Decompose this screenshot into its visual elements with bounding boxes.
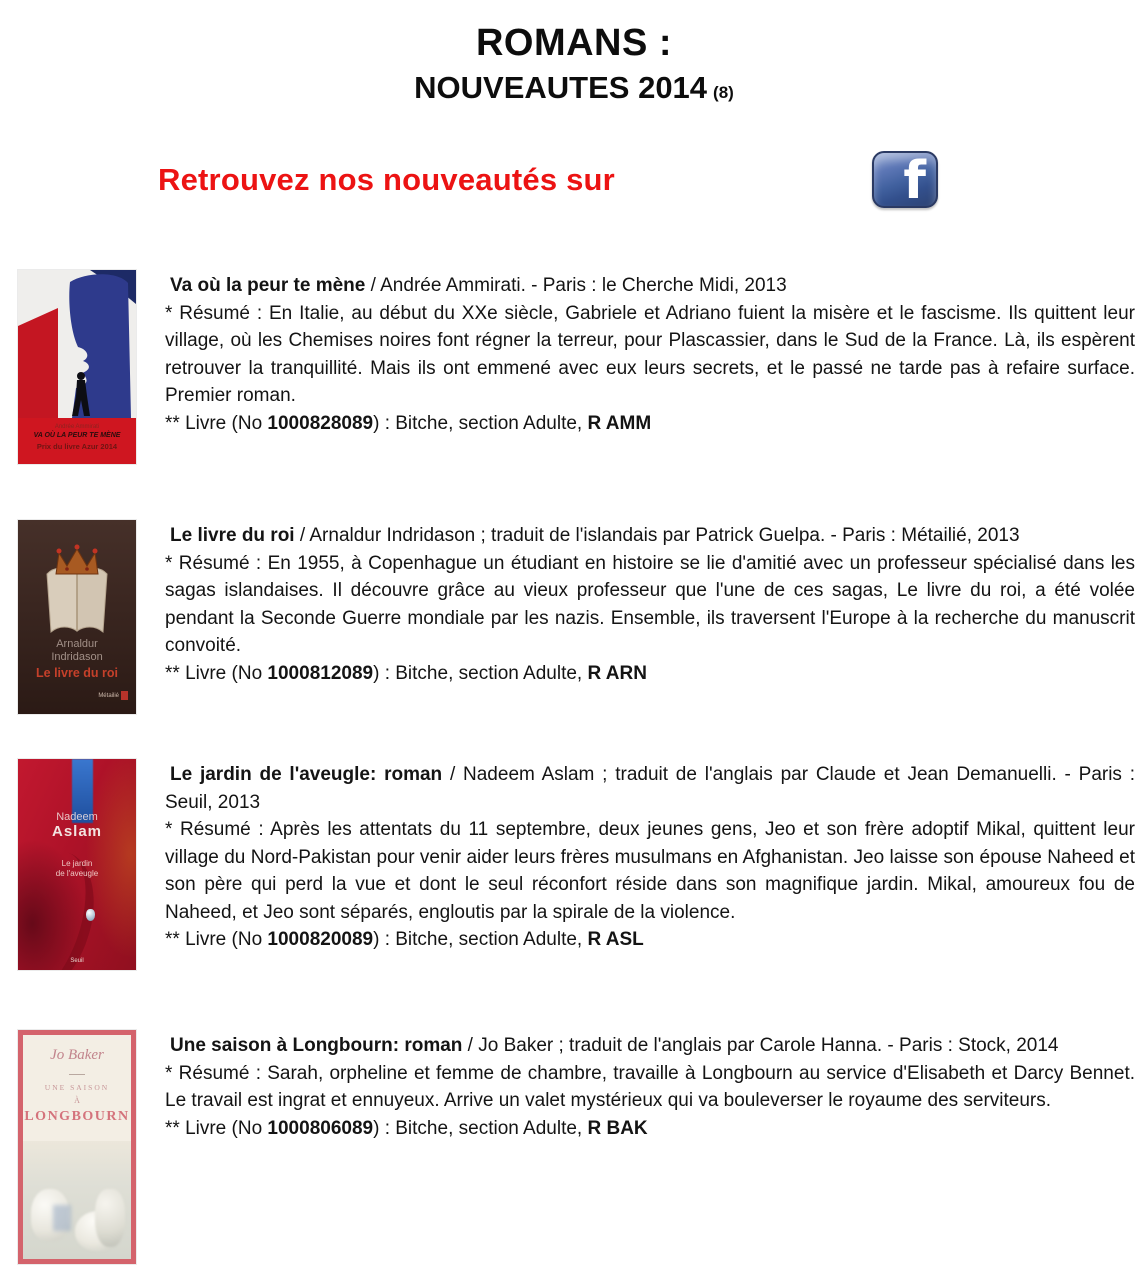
book-title: Le jardin de l'aveugle: roman: [170, 764, 443, 786]
book-resume: * Résumé : Sarah, orpheline et femme de chambre, travaille à Longbourn au service d'Elisabeth et Darcy Bennet. Le travail est ingrat et ennuyeux. Arrive un valet mystérieux qui va bouleverser le royaume des serviteurs.: [165, 1062, 1135, 1112]
call-number: R ASL: [587, 929, 644, 951]
holding-number: 1000820089: [267, 929, 374, 951]
cover-publisher-logo: [98, 691, 128, 700]
holding-middle: ) : Bitche, section Adulte,: [373, 929, 588, 951]
holding-prefix: ** Livre (No: [165, 1117, 268, 1139]
call-number: R AMM: [587, 412, 652, 434]
book-title: Le livre du roi: [170, 525, 295, 547]
cover-author: Jo Baker: [50, 1047, 104, 1064]
page-title: [0, 0, 1148, 105]
holding-number: 1000828089: [267, 412, 374, 434]
book-holding-line: [165, 660, 1135, 688]
book-title-line: [165, 522, 1135, 550]
cover-author-line1: Arnaldur: [56, 638, 98, 651]
publisher-mark-icon: [121, 691, 128, 700]
facebook-letter: f: [903, 151, 926, 209]
cover-art-icon: [18, 520, 136, 635]
holding-number: 1000806089: [267, 1117, 374, 1139]
book-entry-text: [165, 520, 1135, 714]
water-drop-icon: [86, 909, 95, 921]
book-entry: [18, 520, 1135, 714]
holding-middle: ) : Bitche, section Adulte,: [373, 412, 588, 434]
cover-title-line3: LONGBOURN: [24, 1109, 130, 1125]
book-title-line: [165, 1032, 1135, 1060]
book-resume: * Résumé : En 1955, à Copenhague un étudiant en histoire se lie d'amitié avec un professeur spécialisé dans les sagas islandaises. Il découvre grâce au vieux professeur que l'une de ces sagas, Le livre du roi, a été volée pendant la Seconde Guerre mondiale par les nazis. Ensemble, ils traversent l'Europe à la recherche du manuscrit convoité.: [165, 552, 1135, 657]
cover-author: [18, 811, 136, 840]
book-holding-line: [165, 1115, 1135, 1143]
book-resume: * Résumé : En Italie, au début du XXe siècle, Gabriele et Adriano fuient la misère et le fascisme. Ils quittent leur village, où les Chemises noires font régner la terreur, pour Plascassier, dans le Sud de la France. Là, ils espèrent retrouver la tranquillité. Mais ils ont emmené avec eux leurs secrets, et le passé ne tarde pas à refaire surface. Premier roman.: [165, 302, 1135, 407]
book-entry-text: [165, 759, 1135, 970]
cover-author-line2: Indridason: [51, 651, 103, 664]
jug-shape: [95, 1189, 125, 1247]
book-title-rest: / Andrée Ammirati. - Paris : le Cherche Midi, 2013: [365, 275, 787, 297]
cover-china-still-life: [23, 1141, 131, 1259]
holding-prefix: ** Livre (No: [165, 662, 268, 684]
cover-title-line1: Le jardin: [61, 859, 93, 869]
cover-title: Le livre du roi: [36, 666, 118, 681]
book-cover-va-ou-la-peur: [18, 270, 136, 464]
book-holding-line: [165, 926, 1135, 954]
call-number: R BAK: [587, 1117, 648, 1139]
book-holding-line: [165, 410, 1135, 438]
holding-prefix: ** Livre (No: [165, 412, 268, 434]
page-title-line2-text: NOUVEAUTES 2014: [414, 69, 708, 105]
book-entry-text: [165, 270, 1135, 464]
book-entry: [18, 270, 1135, 464]
cover-red-band: [18, 418, 136, 464]
cover-title-line2: de l'aveugle: [55, 869, 99, 879]
cover-author: [18, 638, 136, 664]
facebook-heading: Retrouvez nos nouveautés sur: [158, 161, 615, 197]
call-number: R ARN: [587, 662, 647, 684]
book-title: Va où la peur te mène: [170, 275, 366, 297]
cover-title: [18, 859, 136, 879]
page-title-line2: [0, 70, 1148, 106]
facebook-icon[interactable]: [872, 151, 938, 208]
book-title-rest: / Arnaldur Indridason ; traduit de l'islandais par Patrick Guelpa. - Paris : Métailié, 2013: [294, 525, 1020, 547]
cover-author: Andrée Ammirati: [54, 424, 100, 431]
book-title-rest: / Jo Baker ; traduit de l'anglais par Carole Hanna. - Paris : Stock, 2014: [462, 1035, 1059, 1057]
cover-title: VA OÙ LA PEUR TE MÈNE: [33, 432, 121, 440]
holding-prefix: ** Livre (No: [165, 929, 268, 951]
cover-award: Prix du livre Azur 2014: [36, 442, 118, 452]
book-cover-le-jardin-de-l-aveugle: [18, 759, 136, 970]
book-title-rest: / Nadeem Aslam ; traduit de l'anglais par Claude et Jean Demanuelli. - Paris : Seuil, 2013: [165, 764, 1136, 813]
book-title: Une saison à Longbourn: roman: [170, 1035, 463, 1057]
book-resume: * Résumé : Après les attentats du 11 septembre, deux jeunes gens, Jeo et son frère adoptif Mikal, quittent leur village du Nord-Pakistan pour venir aider leurs frères musulmans en Afghanistan. Jeo laisse son épouse Naheed et son père qui perd la vue et dont le seul réconfort réside dans son magnifique jardin. Mikal, amoureux fou de Naheed, et Jeo sont séparés, engloutis par la spirale de la violence.: [165, 819, 1135, 923]
cover-publisher: Seuil: [70, 958, 84, 965]
holding-number: 1000812089: [267, 662, 374, 684]
book-entry: [18, 759, 1135, 970]
cover-divider: [69, 1074, 85, 1075]
holding-middle: ) : Bitche, section Adulte,: [373, 1117, 588, 1139]
page-title-count: (8): [713, 82, 734, 102]
cover-author-line2: Aslam: [51, 823, 103, 841]
book-entry: [18, 1030, 1135, 1264]
cover-publisher: Métailié: [98, 693, 119, 700]
facebook-row: [158, 151, 938, 208]
page-title-line1: ROMANS :: [475, 22, 673, 64]
book-entry-text: [165, 1030, 1135, 1264]
holding-middle: ) : Bitche, section Adulte,: [373, 662, 588, 684]
cover-art-icon: [18, 270, 136, 418]
cover-author-line1: Nadeem: [56, 811, 98, 824]
cover-title-line1: UNE SAISON: [44, 1083, 110, 1093]
book-cover-une-saison-a-longbourn: [18, 1030, 136, 1264]
blue-cloth-shape: [53, 1205, 71, 1231]
book-title-line: [165, 272, 1135, 300]
book-cover-le-livre-du-roi: [18, 520, 136, 714]
book-title-line: [165, 761, 1135, 816]
cover-title-line2: À: [74, 1096, 80, 1106]
